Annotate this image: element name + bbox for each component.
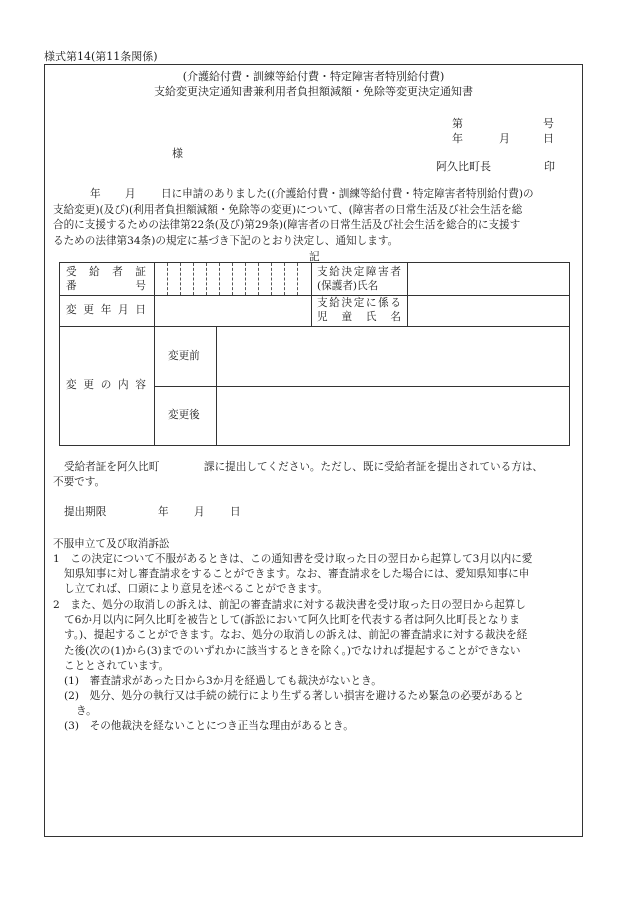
digit-divider [219,263,220,295]
digit-divider [297,263,298,295]
digit-divider [245,263,246,295]
intro-line-4: るための法律第34条)の規定に基づき下記のとおり決定し、通知します。 [53,235,399,247]
digit-divider [232,263,233,295]
change-date-label: 変更年月日 [66,304,146,316]
appeal-item-2-line-1: (2) 処分、処分の執行又は手続の続行により生ずる著しい損害を避けるため緊急の必要があると [64,690,524,702]
date-month: 月 [499,132,510,145]
appeal-p2-line-1: 2 また、処分の取消しの訴えは、前記の審査請求に対する裁決書を受け取った日の翌日から起算し [53,599,526,611]
appeal-heading: 不服申立て及び取消訴訟 [53,538,170,550]
appeal-p2-line-3: す。)、提起することができます。なお、処分の取消しの訴えは、前記の審査請求に対する裁決を経 [64,629,528,641]
details-table [59,262,570,446]
intro-month: 月 [125,188,136,200]
digit-divider [167,263,168,295]
digit-divider [193,263,194,295]
digit-divider [180,263,181,295]
digit-divider [271,263,272,295]
child-label-2: 児童氏名 [317,311,401,323]
number-prefix: 第 [452,117,463,130]
appeal-item-3: (3) その他裁決を経ないことにつき正当な理由があるとき。 [64,720,354,732]
col-divider [216,326,217,445]
title-line-2: 支給変更決定通知書兼利用者負担額減額・免除等変更決定通知書 [154,85,473,98]
appeal-p2-line-4: た後(次の(1)から(3)までのいずれかに該当するときを除く。)でなければ提起することができない [64,645,521,657]
submit-line-2: 不要です。 [53,476,106,488]
form-number: 様式第14(第11条関係) [44,50,158,63]
ki-label: 記 [309,251,320,263]
cert-number-label-1: 受給者証 [66,266,146,278]
intro-line-3: 合的に支援するための法律第22条(及び)第29条)(障害者の日常生活及び社会生活を総合的に支援す [53,219,521,231]
person-label-2: (保護者)氏名 [317,280,379,292]
appeal-p1-line-1: 1 この決定について不服があるときは、この通知書を受け取った日の翌日から起算して3月以内に愛 [53,553,533,565]
col-divider [407,263,408,326]
appeal-item-2-line-2: き。 [76,705,97,717]
deadline-year: 年 [158,506,169,518]
number-suffix: 号 [543,117,554,130]
child-label-1: 支給決定に係る [317,297,401,309]
recipient-suffix: 様 [172,147,183,160]
date-year: 年 [452,132,463,145]
digit-divider [206,263,207,295]
appeal-p1-line-3: し立てれば、口頭により意見を述べることができます。 [64,583,328,595]
appeal-item-1: (1) 審査請求があった日から3か月を経過しても裁決がないとき。 [64,675,382,687]
seal: 印 [544,160,555,173]
col-divider [154,263,155,445]
issuer: 阿久比町長 [436,160,491,173]
deadline-day: 日 [230,506,241,518]
submit-line-1a: 受給者証を阿久比町 [64,461,160,473]
after-label: 変更後 [168,409,200,421]
row-divider [60,326,569,327]
intro-year: 年 [90,188,101,200]
digit-divider [284,263,285,295]
intro-line-1: 日に申請のありました((介護給付費・訓練等給付費・特定障害者特別給付費)の [161,188,534,200]
person-label-1: 支給決定障害者 [317,266,401,278]
digit-divider [258,263,259,295]
change-content-label: 変更の内容 [66,379,146,391]
col-divider [311,263,312,326]
date-day: 日 [543,132,554,145]
title-line-1: (介護給付費・訓練等給付費・特定障害者特別給付費) [182,70,445,83]
appeal-p2-line-2: て6か月以内に阿久比町を被告として(訴訟において阿久比町を代表する者は阿久比町長となりま [64,614,520,626]
before-label: 変更前 [168,350,200,362]
intro-line-2: 支給変更)(及び)(利用者負担額減額・免除等の変更)について、(障害者の日常生活及び社会生活を総 [53,204,523,216]
appeal-p2-line-5: こととされています。 [64,660,170,672]
deadline-month: 月 [194,506,205,518]
appeal-p1-line-2: 知県知事に対し審査請求をすることができます。なお、審査請求をした場合には、愛知県知事に申 [64,568,530,580]
cert-number-label-2: 番号 [66,280,146,292]
deadline-label: 提出期限 [64,506,107,518]
row-divider [60,295,569,296]
submit-line-1b: 課に提出してください。ただし、既に受給者証を提出されている方は、 [204,461,543,473]
